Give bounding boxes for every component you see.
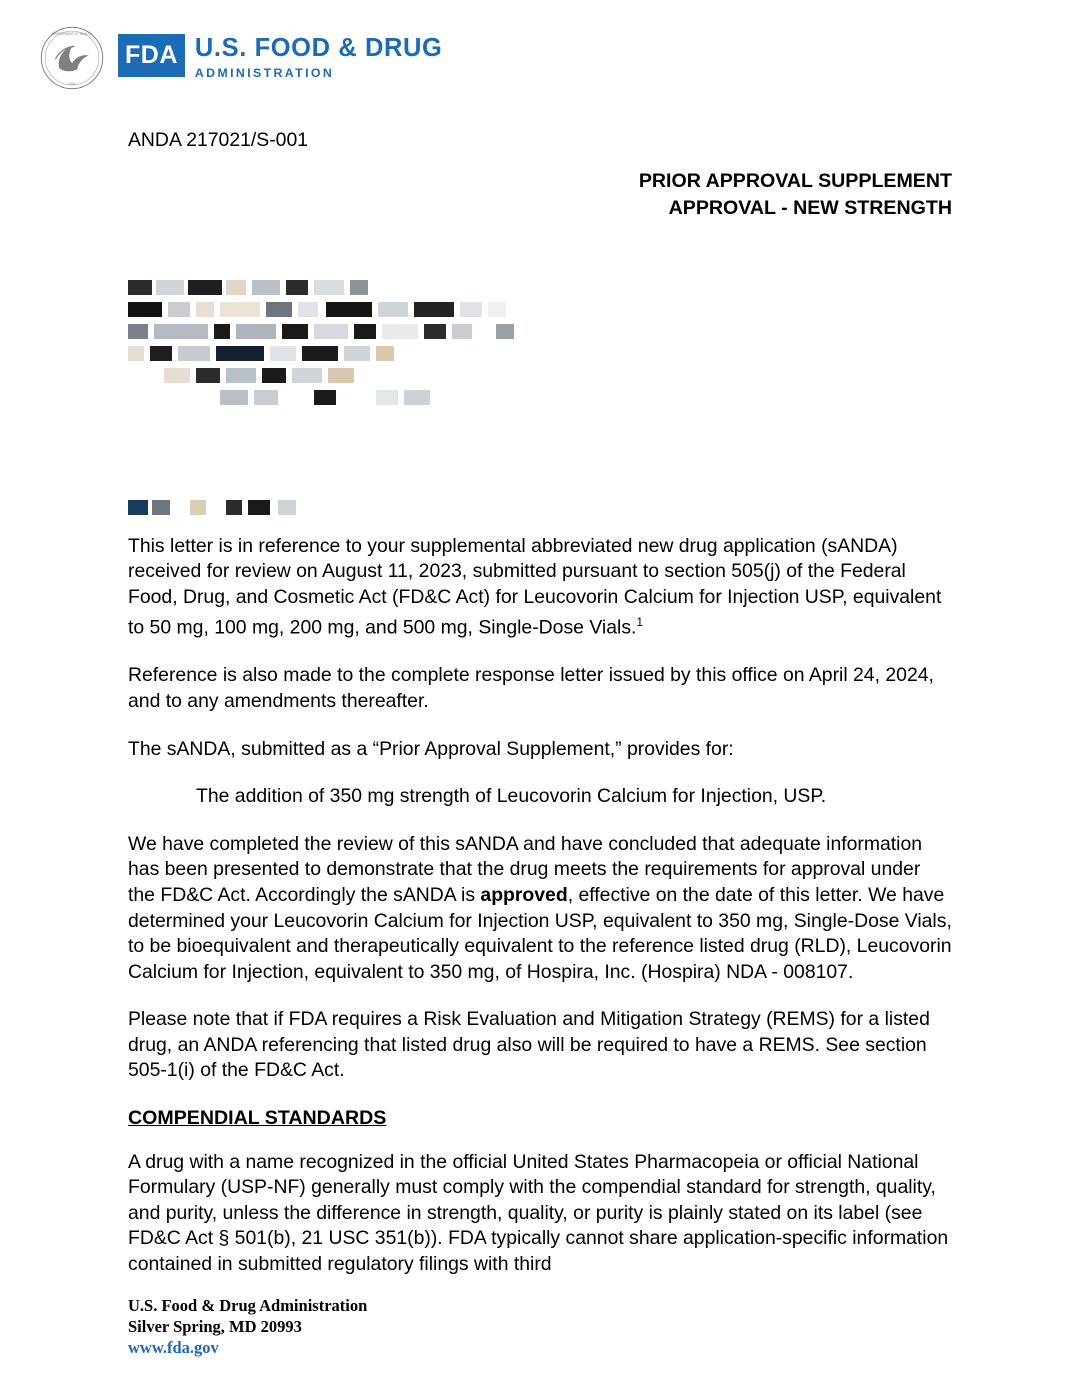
approved-word: approved: [480, 883, 568, 906]
paragraph-compendial: A drug with a name recognized in the official United States Pharmacopeia or official National Formulary (USP-NF) generally must comply with the compendial standard for strength, quality, and purity, unless the difference in strength, quality, or purity is plainly stated on its label (see FD&C Act § 501(b), 21 USC 351(b)). FDA typically cannot share application-specific information contained in submitted regulatory filings with third: [128, 1150, 949, 1275]
fda-mark: FDA: [118, 34, 185, 77]
fda-logo: [118, 34, 443, 79]
approval-text-a: We have completed the review of this sANDA and have concluded that adequate information has been presented to demonstrate that the drug meets the requirements for approval under the FD&C Act. Accordingly the sANDA is: [128, 832, 923, 906]
paragraph-provides-for: The sANDA, submitted as a “Prior Approval Supplement,” provides for:: [128, 737, 734, 760]
paragraph-approval: [128, 832, 952, 986]
document-title-line1: PRIOR APPROVAL SUPPLEMENT: [638, 169, 952, 192]
svg-text:USA: USA: [68, 81, 76, 86]
footer-website-link[interactable]: www.fda.gov: [128, 1338, 219, 1357]
document-title: [128, 168, 952, 222]
anda-number: ANDA 217021/S-001: [128, 129, 309, 151]
document-body: [0, 128, 1080, 1278]
document-footer: [128, 1295, 367, 1358]
document-title-line2: APPROVAL - NEW STRENGTH: [668, 196, 952, 219]
footer-address: Silver Spring, MD 20993: [128, 1317, 302, 1336]
hhs-seal-icon: [40, 26, 104, 90]
redacted-attention-line: [128, 500, 952, 534]
paragraph-reference-text: This letter is in reference to your supplemental abbreviated new drug application (sANDA) received for review on August 11, 2023, submitted pursuant to section 505(j) of the Federal Food, Drug, and Cosmetic Act (FD&C Act) for Leucovorin Calcium for Injection USP, equivalent to 50 mg, 100 mg, 200 mg, and 500 mg, Single-Dose Vials.: [128, 534, 942, 639]
paragraph-rems: Please note that if FDA requires a Risk Evaluation and Mitigation Strategy (REMS) for a listed drug, an ANDA referencing that listed drug also will be required to have a REMS. See section 505-1(i) of the FD&C Act.: [128, 1008, 930, 1082]
paragraph-reference: [128, 534, 952, 642]
paragraph-crl: Reference is also made to the complete response letter issued by this office on April 24, 2024, and to any amendments thereafter.: [128, 664, 934, 712]
document-header: [0, 0, 1080, 110]
paragraph-addition: The addition of 350 mg strength of Leucovorin Calcium for Injection, USP.: [196, 785, 827, 808]
approval-text-b: , effective on the date of this letter. We have determined your Leucovorin Calcium for Injection USP, equivalent to 350 mg, Single-Dose Vials, to be bioequivalent and therapeutically equivalent to the reference listed drug (RLD), Leucovorin Calcium for Injection, equivalent to 350 mg, of Hospira, Inc. (Hospira) NDA - 008107.: [128, 883, 952, 983]
agency-title: U.S. FOOD & DRUG: [194, 34, 443, 62]
section-heading-compendial-standards: COMPENDIAL STANDARDS: [128, 1107, 387, 1130]
redacted-address-block: [128, 280, 952, 490]
footnote-marker: 1: [636, 615, 644, 630]
svg-text:DEPARTMENT OF HEALTH: DEPARTMENT OF HEALTH: [51, 31, 93, 36]
agency-subtitle: ADMINISTRATION: [194, 65, 335, 80]
footer-agency: U.S. Food & Drug Administration: [128, 1296, 368, 1315]
